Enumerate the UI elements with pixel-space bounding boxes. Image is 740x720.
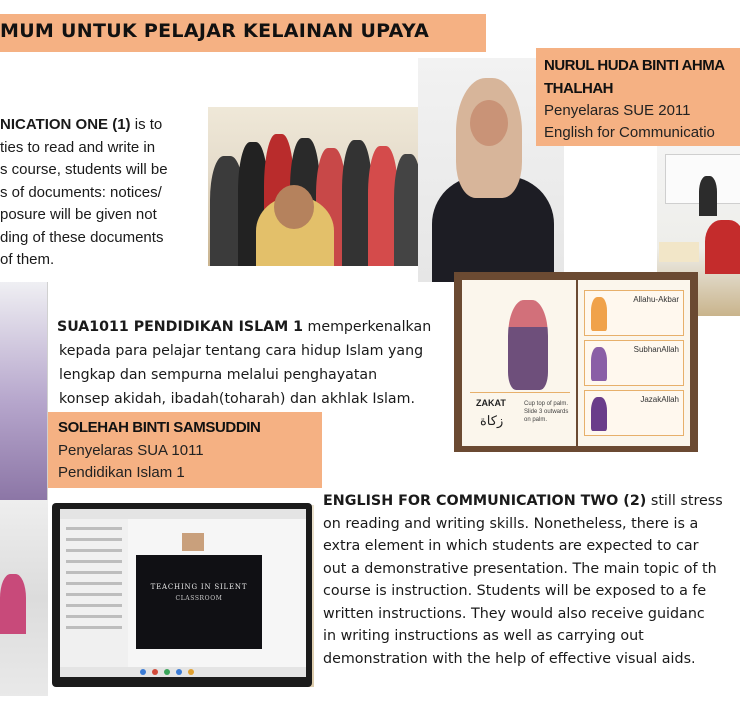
left-classroom-photo [0,500,48,696]
para1-line: ties to read and write in [0,138,156,156]
slide-subtitle: CLASSROOM [175,595,223,602]
slide-title: TEACHING IN SILENT [150,583,248,591]
para3-line: in writing instructions as well as carrying out [323,628,644,644]
desk [659,242,699,262]
student-figure [705,220,740,274]
lecturer-role: Penyelaras SUA 1011 [58,442,204,459]
para1-text: is to [130,116,163,133]
smiling-face [274,185,314,229]
para3-line: extra element in which students are expected to car [323,538,699,554]
taskbar-icon [176,669,182,675]
sign-label-arabic: زكاة [480,413,504,428]
para1-line: s course, students will be [0,161,168,178]
para2-line: kepada para pelajar tentang cara hidup Islam yang [59,343,424,359]
page-title: MUM UNTUK PELAJAR KELAINAN UPAYA [0,20,430,42]
sign-instruction: Cup top of palm. Slide 3 outwards on palm. [524,401,569,423]
group-photo [208,107,420,266]
english-two-description [323,490,740,670]
para1-line [0,114,196,137]
para3-line: demonstration with the help of effective visual aids. [323,650,696,667]
divider [470,392,570,393]
chat-panel [60,519,128,677]
name-line: NURUL HUDA BINTI AHMA [544,57,725,74]
sign-cell [584,290,684,336]
para1-line: ding of these documents [0,228,164,246]
para2-text: memperkenalkan [303,319,432,335]
book-right-page [578,280,690,446]
illustrated-girl [508,300,548,390]
lecturer-name-card [48,412,322,488]
para3-line [323,490,740,513]
lecturer-face [470,100,508,146]
taskbar-icon [188,669,194,675]
taskbar-icon [152,669,158,675]
sign-cell-label: SubhanAllah [633,345,679,354]
book-left-page [462,280,576,446]
para3-text: still stress [646,493,723,509]
sign-label: ZAKAT [476,398,506,408]
sign-cell-label: Allahu-Akbar [633,295,679,304]
sign-cell [584,390,684,436]
para1-line: posure will be given not [0,206,157,223]
taskbar [60,667,306,677]
para2-line: lengkap dan sempurna melalui penghayatan [59,367,378,383]
sign-cell [584,340,684,386]
online-class-monitor-photo [52,503,312,687]
person-figure [394,154,420,266]
para2-line: konsep akidah, ibadah(toharah) dan akhlak Islam. [59,391,415,407]
taskbar-icon [164,669,170,675]
islam-course-description [57,315,443,411]
person-figure [0,574,26,634]
lecturer-name [544,54,725,100]
kid-illustration [591,297,607,331]
title-banner [0,14,486,52]
left-edge-photo [0,282,48,500]
para2-line [57,315,443,339]
lecturer-role: Penyelaras SUE 2011 [544,102,691,119]
course-name-bold: ENGLISH FOR COMMUNICATION TWO (2) [323,493,647,509]
presentation-slide [136,555,262,649]
para1-line: of them. [0,251,55,268]
monitor-screen [60,509,306,677]
taskbar-icon [140,669,146,675]
para1-line: s of documents: notices/ [0,183,162,201]
para3-line: on reading and writing skills. Nonetheless, there is a [323,515,699,532]
para3-line: course is instruction. Students will be exposed to a fe [323,583,707,599]
para3-line: written instructions. They would also receive guidanc [323,605,705,622]
course-name-bold: SUA1011 PENDIDIKAN ISLAM 1 [57,319,304,335]
student-figure [699,176,717,216]
course-name-bold: NICATION ONE (1) [0,116,131,133]
kid-illustration [591,397,607,431]
kid-illustration [591,347,607,381]
lecturer-name: SOLEHAH BINTI SAMSUDDIN [58,419,261,436]
sign-cell-label: JazakAllah [640,395,679,404]
window-titlebar [60,509,306,519]
webcam-thumbnail [182,533,204,551]
lecturer-name-card [536,48,740,146]
sign-language-book-photo [454,272,698,452]
para3-line: out a demonstrative presentation. The main topic of th [323,560,717,577]
lecturer-course: English for Communicatio [544,124,715,141]
lecturer-course: Pendidikan Islam 1 [58,464,185,481]
name-line: THALHAH [544,80,613,97]
english-one-description [0,114,196,272]
